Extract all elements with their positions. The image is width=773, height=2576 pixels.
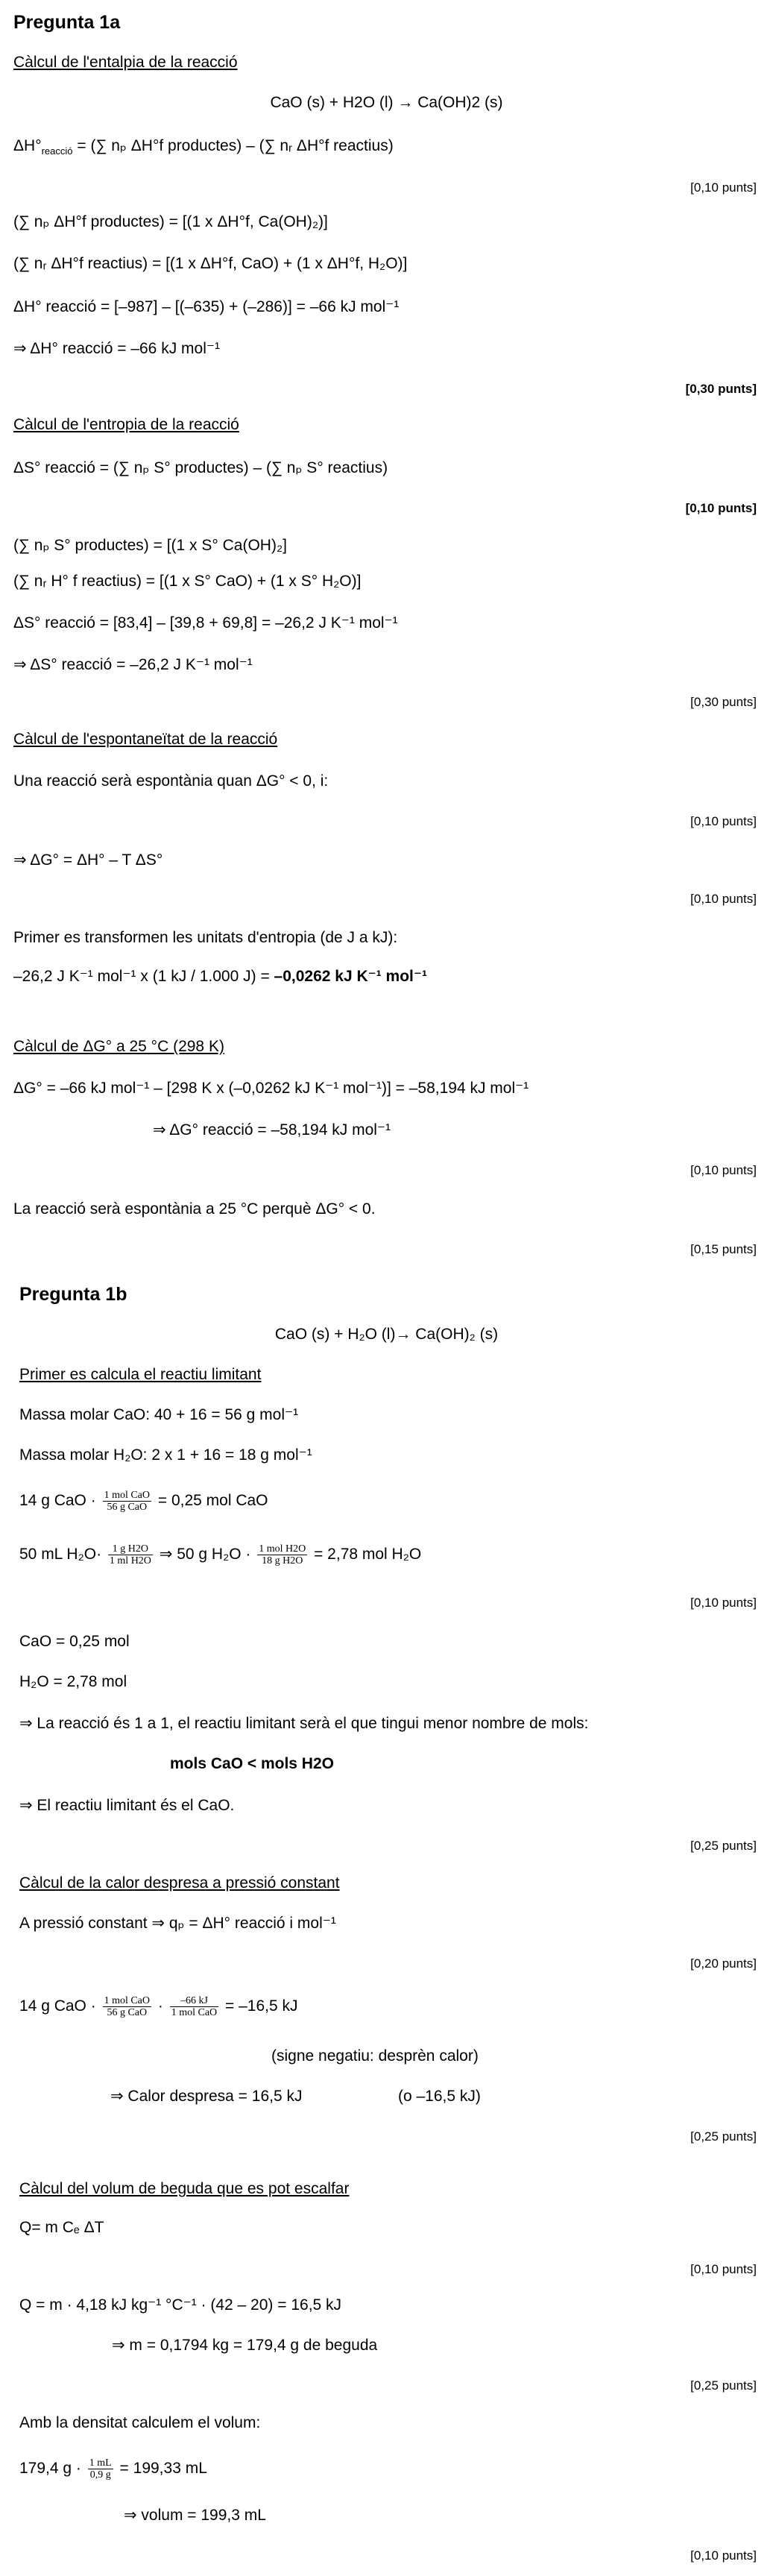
- cao-moles-calculation: 14 g CaO · $\frac{\text{1 mol CaO}}{\text{56 g CaO}}$ = 0,25 mol CaO: [19, 1490, 268, 1513]
- heat-heading: Càlcul de la calor despresa a pressió constant: [19, 1874, 340, 1892]
- conversion-fraction: $\frac{\text{1 mol CaO}}{\text{56 g CaO}}$: [104, 1490, 151, 1513]
- entropy-heading: Càlcul de l'entropia de la reacció: [13, 416, 239, 433]
- points-label: [0,20 punts]: [690, 1956, 757, 1971]
- gibbs-equation: ⇒ ΔG° = ΔH° – T ΔS°: [13, 851, 163, 869]
- heat-calculation: 14 g CaO · $\frac{\text{1 mol CaO}}{\text{56 g CaO}}$ · $\frac{-66 kJ}{\text{1 mol CaO}}$ = –16,5 kJ: [19, 1995, 298, 2018]
- h2o-moles-calculation: 50 mL H₂O· $\frac{\text{1 g H2O}}{\text{1 ml H2O}}$ ⇒ 50 g H₂O · $\frac{\text{1 mol H2O}}{\text{18 g H2O}}$ = 2,78 mol H₂O: [19, 1543, 422, 1566]
- density-intro: Amb la densitat calculem el volum:: [19, 2414, 261, 2431]
- points-label: [0,10 punts]: [690, 814, 757, 828]
- heat-result-alt: (o –16,5 kJ): [398, 2088, 481, 2105]
- points-label: [0,10 punts]: [690, 1596, 757, 1610]
- points-label: [0,10 punts]: [690, 1163, 757, 1177]
- hess-formula: $\Delta H^\circ_{reacció}$ = (∑ nₚ ΔH°f productes) – (∑ nᵣ ΔH°f reactius): [13, 137, 394, 157]
- units-intro: Primer es transformen les unitats d'entropia (de J a kJ):: [13, 929, 398, 946]
- volume-result: ⇒ volum = 199,3 mL: [124, 2507, 266, 2524]
- dg25-conclusion: La reacció serà espontània a 25 °C perquè ΔG° < 0.: [13, 1200, 376, 1218]
- points-label: [0,15 punts]: [690, 1242, 757, 1256]
- heat-formula: Q= m Cₑ ΔT: [19, 2219, 104, 2236]
- moles-comparison: mols CaO < mols H2O: [170, 1755, 334, 1772]
- points-label: [0,25 punts]: [690, 2378, 757, 2393]
- volume-calculation: 179,4 g · $\frac{1 mL}{0,9 g}$ = 199,33 mL: [19, 2457, 207, 2481]
- spontaneity-condition: Una reacció serà espontània quan ΔG° < 0, i:: [13, 772, 329, 790]
- products-sum: (∑ nₚ ΔH°f productes) = [(1 x ΔH°f, Ca(OH)₂)]: [13, 213, 328, 230]
- points-label: [0,30 punts]: [685, 382, 757, 396]
- dg25-result: ⇒ ΔG° reacció = –58,194 kJ mol⁻¹: [153, 1121, 391, 1139]
- entropy-calculation: ΔS° reacció = [83,4] – [39,8 + 69,8] = –26,2 J K⁻¹ mol⁻¹: [13, 614, 398, 632]
- conversion-fraction: $\frac{\text{1 g H2O}}{\text{1 ml H2O}}$: [109, 1543, 151, 1566]
- limiting-heading: Primer es calcula el reactiu limitant: [19, 1366, 262, 1383]
- units-conversion: –26,2 J K⁻¹ mol⁻¹ x (1 kJ / 1.000 J) = –0,0262 kJ K⁻¹ mol⁻¹: [13, 968, 427, 985]
- ratio-statement: ⇒ La reacció és 1 a 1, el reactiu limitant serà el que tingui menor nombre de mols:: [19, 1715, 589, 1732]
- volume-heading: Càlcul del volum de beguda que es pot escalfar: [19, 2180, 350, 2197]
- dg25-calculation: ΔG° = –66 kJ mol⁻¹ – [298 K x (–0,0262 kJ K⁻¹ mol⁻¹)] = –58,194 kJ mol⁻¹: [13, 1080, 529, 1097]
- heat-result: ⇒ Calor despresa = 16,5 kJ: [110, 2088, 303, 2105]
- enthalpy-result: ⇒ ΔH° reacció = –66 kJ mol⁻¹: [13, 340, 220, 357]
- spontaneity-heading: Càlcul de l'espontaneïtat de la reacció: [13, 731, 278, 748]
- entropy-products-sum: (∑ nₚ S° productes) = [(1 x S° Ca(OH)₂]: [13, 537, 287, 554]
- mass-result: ⇒ m = 0,1794 kg = 179,4 g de beguda: [112, 2337, 378, 2354]
- conversion-fraction: $\frac{\text{1 mol CaO}}{\text{56 g CaO}}$: [104, 1995, 151, 2018]
- limiting-conclusion: ⇒ El reactiu limitant és el CaO.: [19, 1797, 235, 1814]
- conversion-fraction: $\frac{-66 kJ}{\text{1 mol CaO}}$: [171, 1995, 218, 2018]
- points-label: [0,10 punts]: [690, 892, 757, 906]
- entropy-formula: ΔS° reacció = (∑ nₚ S° productes) – (∑ nₚ S° reactius): [13, 459, 388, 476]
- conversion-fraction: $\frac{\text{1 mol H2O}}{\text{18 g H2O}}$: [259, 1543, 306, 1566]
- h2o-moles: H₂O = 2,78 mol: [19, 1673, 127, 1690]
- points-label: [0,25 punts]: [690, 2129, 757, 2144]
- points-label: [0,25 punts]: [690, 1839, 757, 1853]
- points-label: [0,10 punts]: [690, 2548, 757, 2563]
- entropy-result: ⇒ ΔS° reacció = –26,2 J K⁻¹ mol⁻¹: [13, 656, 253, 673]
- cao-moles: CaO = 0,25 mol: [19, 1633, 130, 1650]
- question-1a-title: Pregunta 1a: [13, 12, 121, 33]
- reaction-equation: CaO (s) + H2O (l) → Ca(OH)2 (s): [270, 94, 503, 111]
- enthalpy-heading: Càlcul de l'entalpia de la reacció: [13, 54, 238, 71]
- reaction-equation-1b: CaO (s) + H₂O (l)→ Ca(OH)₂ (s): [274, 1326, 499, 1343]
- points-label: [0,10 punts]: [690, 2262, 757, 2276]
- mass-equation: Q = m · 4,18 kJ kg⁻¹ °C⁻¹ · (42 – 20) = 16,5 kJ: [19, 2296, 342, 2314]
- reactants-sum: (∑ nᵣ ΔH°f reactius) = [(1 x ΔH°f, CaO) + (1 x ΔH°f, H₂O)]: [13, 255, 408, 272]
- dg25-heading: Càlcul de ΔG° a 25 °C (298 K): [13, 1038, 224, 1055]
- points-label: [0,30 punts]: [690, 695, 757, 709]
- entropy-reactants-sum: (∑ nᵣ H° f reactius) = [(1 x S° CaO) + (1 x S° H₂O)]: [13, 573, 362, 590]
- molar-mass-cao: Massa molar CaO: 40 + 16 = 56 g mol⁻¹: [19, 1406, 299, 1423]
- points-label: [0,10 punts]: [685, 501, 757, 515]
- conversion-fraction: $\frac{1 mL}{0,9 g}$: [89, 2457, 112, 2481]
- question-1b-title: Pregunta 1b: [19, 1284, 127, 1305]
- sign-note: (signe negatiu: desprèn calor): [271, 2047, 479, 2065]
- enthalpy-calculation: ΔH° reacció = [–987] – [(–635) + (–286)] = –66 kJ mol⁻¹: [13, 298, 400, 315]
- points-label: [0,10 punts]: [690, 180, 757, 195]
- molar-mass-h2o: Massa molar H₂O: 2 x 1 + 16 = 18 g mol⁻¹: [19, 1446, 312, 1464]
- constant-pressure: A pressió constant ⇒ qₚ = ΔH° reacció i mol⁻¹: [19, 1915, 336, 1932]
